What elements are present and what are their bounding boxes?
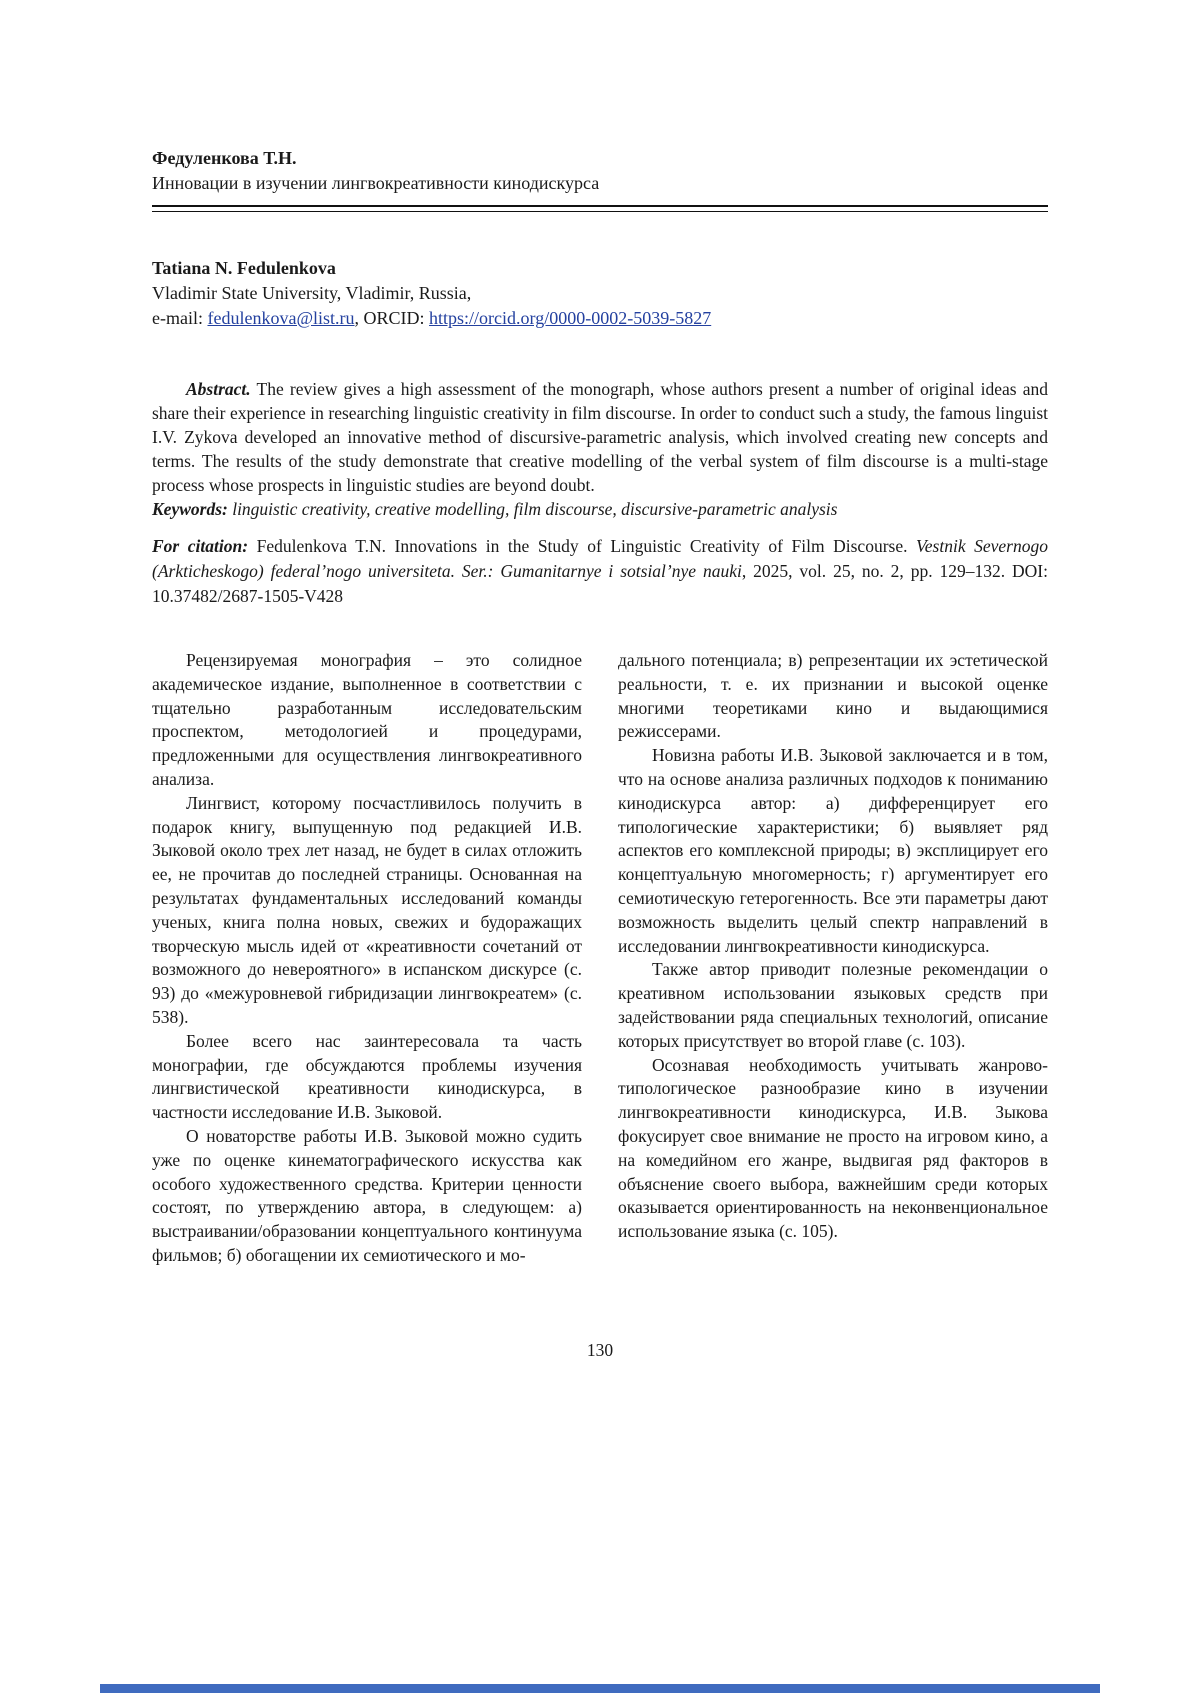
body-paragraph: Также автор приводит полезные рекомендации о креативном использовании языковых средств при задействовании ряда специальных технологий, описание которых присутствует во второй главе (с. 103).: [618, 959, 1048, 1051]
email-label: e-mail:: [152, 308, 208, 328]
abstract-text: The review gives a high assessment of the monograph, whose authors present a number of original ideas and share their experience in researching linguistic creativity in film discourse. In order to conduct such a study, the famous linguist I.V. Zykova developed an innovative method of discursive-parametric analysis, which involved creating new concepts and terms. The results of the study demonstrate that creative modelling of the verbal system of film discourse is a multi-stage process whose prospects in linguistic studies are beyond doubt.: [152, 379, 1048, 495]
body-paragraph: О новаторстве работы И.В. Зыковой можно судить уже по оценке кинематографического искусства как особого художественного средства. Критерии ценности состоят, по утверждению автора, в следующем: а) выстраивании/образовании концептуального континуума фильмов; б) обогащении их семиотического и мо-: [152, 1125, 582, 1265]
citation-journal-title: Vestnik Severnogo (Arkticheskogo) federal’nogo universiteta. Ser.: Gumanitarnye i sotsial’nye nauki: [152, 536, 1048, 581]
author-block: [152, 256, 1048, 331]
abstract-section: [152, 377, 1048, 521]
abstract-label: Abstract.: [186, 379, 251, 399]
body-paragraph: Новизна работы И.В. Зыковой заключается и в том, что на основе анализа различных подходов к пониманию кинодискурса автор: а) дифференцирует его типологические характеристики; б) выявляет ряд аспектов его комплексной природы; в) эксплицирует его концептуальную многомерность; г) аргументирует его семиотическую гетерогенность. Все эти параметры дают возможность выделить целый спектр направлений в исследовании лингвокреативности кинодискурса.: [618, 745, 1048, 956]
citation-text-after: , 2025, vol. 25, no. 2, pp. 129–132. DOI: 10.37482/2687-1505-V428: [152, 561, 1048, 606]
running-head-author: Федуленкова Т.Н.: [152, 148, 297, 168]
page-number: 130: [586, 1340, 614, 1360]
orcid-label: , ORCID:: [354, 308, 430, 328]
orcid-link[interactable]: https://orcid.org/0000-0002-5039-5827: [429, 308, 712, 328]
footer-accent-bar: [100, 1684, 1100, 1693]
body-paragraph: Осознавая необходимость учитывать жанрово-типологическое разнообразие кино в изучении лингвокреативности кинодискурса, И.В. Зыкова фокусирует свое внимание не просто на игровом кино, а на комедийном его жанре, выдвигая ряд факторов в объяснение своего выбора, важнейшим среди которых оказывается ориентированность на неконвенциональное использование языка (с. 105).: [618, 1054, 1048, 1242]
header-divider: [152, 205, 1048, 212]
keywords-line: [152, 497, 1048, 521]
body-paragraph: Лингвист, которому посчастливилось получить в подарок книгу, выпущенную под редакцией И.В. Зыковой около трех лет назад, не будет в силах отложить ее, не прочитав до последней страницы. Основанная на результатах фундаментальных исследований команды ученых, книга полна новых, свежих и будоражащих творческую мысль идей от «креативности сочетаний от возможного до невероятного» в испанском дискурсе (с. 93) до «межуровневой гибридизации лингвокреатем» (с. 538).: [152, 792, 582, 1027]
keywords-label: Keywords:: [152, 499, 228, 519]
email-link[interactable]: fedulenkova@list.ru: [207, 308, 355, 328]
right-column: [618, 649, 1048, 1268]
citation-label: For citation:: [152, 536, 249, 556]
article-body: [152, 649, 1048, 1268]
keywords-text: linguistic creativity, creative modelling, film discourse, discursive-parametric analysis: [227, 499, 838, 519]
body-paragraph: Рецензируемая монография – это солидное академическое издание, выполненное в соответствии с тщательно разработанным исследовательским проспектом, методологией и процедурами, предложенными для осуществления лингвокреативного анализа.: [152, 650, 582, 789]
citation-section: [152, 534, 1048, 609]
page-content: [152, 0, 1048, 1268]
citation-paragraph: [152, 534, 1048, 609]
body-paragraph: Более всего нас заинтересовала та часть монографии, где обсуждаются проблемы изучения лингвистической креативности кинодискурса, в частности исследование И.В. Зыковой.: [152, 1030, 582, 1123]
body-paragraph: дального потенциала; в) репрезентации их эстетической реальности, т. е. их признании и высокой оценке многими теоретиками кино и выдающимися режиссерами.: [618, 650, 1048, 742]
running-head: [152, 146, 1048, 212]
author-affiliation: Vladimir State University, Vladimir, Russia,: [152, 283, 472, 303]
author-contacts: [152, 306, 1048, 331]
citation-text-before: Fedulenkova T.N. Innovations in the Study of Linguistic Creativity of Film Discourse.: [248, 536, 917, 556]
author-name: Tatiana N. Fedulenkova: [152, 258, 336, 278]
left-column: [152, 649, 582, 1268]
running-head-title: Инновации в изучении лингвокреативности кинодискурса: [152, 173, 600, 193]
abstract-paragraph: [152, 377, 1048, 497]
